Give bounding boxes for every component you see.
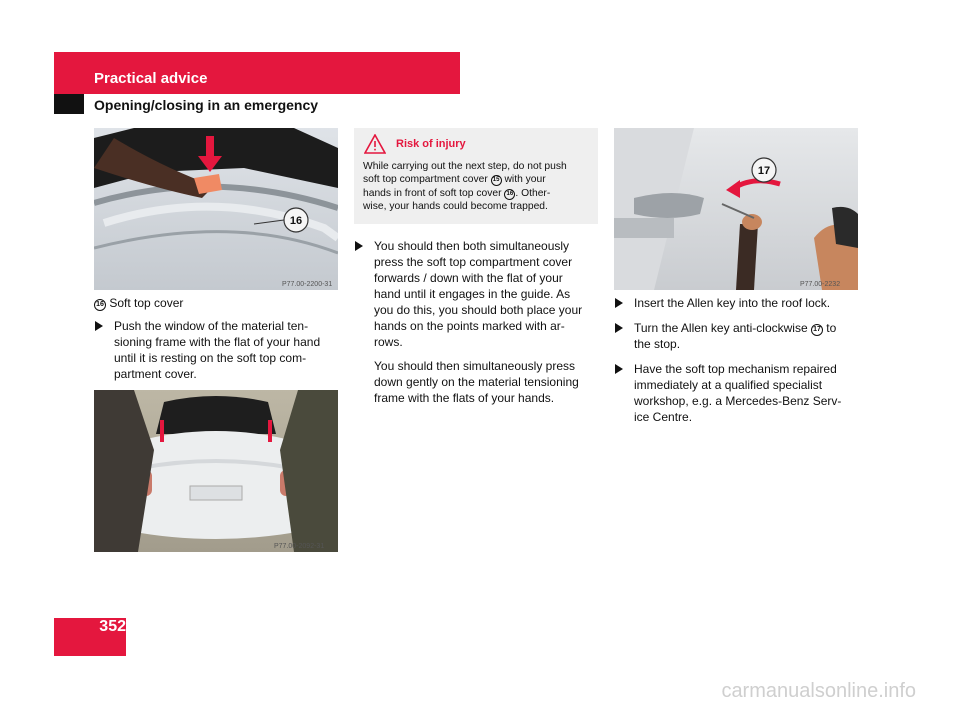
warning-text: While carrying out the next step, do not push soft top compartment cover 15 with your hands in front of soft top cover 16 . Other- wise, your hands could become trapped. [363, 161, 567, 212]
allen-key-photo [614, 128, 858, 290]
step-press-cover: You should then both simultaneously press the soft top compartment cover forwards / down with the flat of your hand until it engages in the guide. As you do this, you should both place your hands on the points marked with ar- rows. [354, 238, 604, 350]
ref-17: 17 [811, 324, 823, 336]
column-1-text [94, 295, 344, 391]
two-persons-photo [94, 390, 338, 552]
warning-triangle-icon [364, 134, 386, 159]
paragraph-press-frame: You should then simultaneously press down gently on the material tensioning frame with the flats of your hands. [374, 359, 579, 405]
page-number: 352 [99, 618, 126, 635]
section-title: Practical advice [94, 70, 208, 87]
caption-number: 16 [94, 299, 106, 311]
arrow-right-icon [615, 298, 623, 308]
subsection-marker [54, 94, 84, 114]
step-push-window: Push the window of the material ten- sioning frame with the flat of your hand until it is resting on the soft top com- partment cover. [94, 318, 344, 382]
arrow-right-icon [615, 364, 623, 374]
arrow-right-icon [615, 323, 623, 333]
step-turn-key: Turn the Allen key anti-clockwise 17 to the stop. [614, 320, 864, 352]
soft-top-cover-photo [94, 128, 338, 290]
ref-16: 16 [504, 189, 515, 200]
callout-17: 17 [757, 165, 771, 177]
image-code-1: P77.00-2200-31 [282, 281, 333, 288]
image-code-2: P77.00-2092-31 [274, 543, 325, 550]
caption-text: Soft top cover [109, 296, 184, 310]
figure-caption [94, 295, 344, 311]
page-title: Opening/closing in an emergency [94, 97, 319, 113]
arrow-right-icon [95, 321, 103, 331]
image-code-3: P77.00-2232 [800, 281, 841, 288]
step-repair: Have the soft top mechanism repaired immediately at a qualified specialist workshop, e.g. a Mercedes-Benz Serv- ice Centre. [614, 361, 864, 425]
ref-15: 15 [491, 175, 502, 186]
arrow-right-icon [355, 241, 363, 251]
callout-16: 16 [289, 215, 303, 227]
warning-title: Risk of injury [396, 138, 466, 150]
watermark: carmanualsonline.info [721, 680, 916, 702]
column-3-text [614, 295, 864, 434]
step-insert-key: Insert the Allen key into the roof lock. [614, 295, 864, 311]
column-2-text [354, 238, 604, 406]
